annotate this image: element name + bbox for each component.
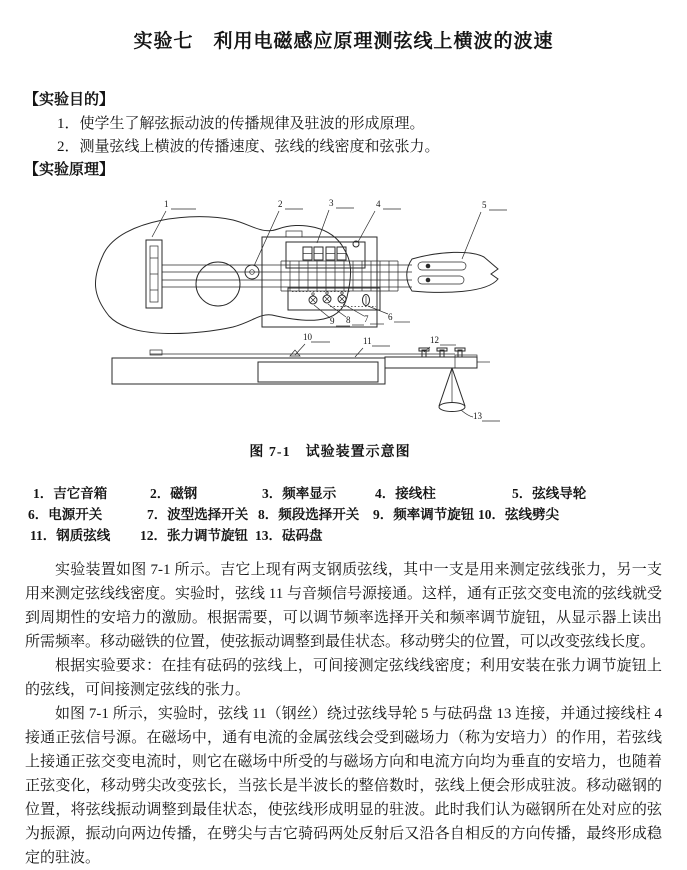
- frequency-knob: [309, 293, 317, 304]
- tuning-pegs: [419, 348, 465, 357]
- weight-cone: [439, 368, 465, 412]
- frets: [281, 261, 398, 291]
- legend-item: 8．频段选择开关: [258, 507, 360, 522]
- callout-7-label: 7: [364, 314, 369, 324]
- paragraph: 如图 7-1 所示，实验时，弦线 11（钢丝）绕过弦线导轮 5 与砝码盘 13 连接，并通过接线柱 4 接通正弦信号源。在磁场中，通有电流的金属弦线会受到磁场力（称为安培力）的作用，若弦线上接通正弦交变电流时，则它在磁场中所受的与磁场方向和电流方向均为垂直的安培力，也随着正弦变化，移动劈尖改变弦长，当弦长是半波长的整倍数时，弦线上便会形成驻波。移动磁钢的位置，将弦线振动调整到最佳状态，使弦线形成明显的驻波。此时我们认为磁钢所在处对应的弦为振源，振动向两边传播，在劈尖与吉它骑码两处反射后又沿各自相反的方向传播，最终形成稳定的驻波。: [25, 706, 662, 866]
- legend-item: 5．弦线导轮: [512, 486, 587, 501]
- figure-caption: 图 7-1 试验装置示意图: [249, 445, 411, 460]
- callout-12-label: 12: [430, 335, 439, 345]
- band-knob: [323, 292, 331, 303]
- legend-item: 9．频率调节旋钮: [373, 507, 475, 522]
- sound-hole: [196, 262, 240, 306]
- legend-item: 1．吉它音箱: [33, 486, 108, 501]
- legend-item: 6．电源开关: [28, 507, 103, 522]
- legend-item: 3．频率显示: [262, 486, 337, 501]
- paragraph: 实验装置如图 7-1 所示。吉它上现有两支钢质弦线，其中一支是用来测定弦线张力，另一支用来测定弦线线密度。实验时，弦线 11 与音频信号源接通。这样，通有正弦交变电流的弦线就受到周期性的安培力的激励。根据需要，可以调节频率选择开关和频率调节旋钮，从显示器上读出所需频率。移动磁铁的位置，使弦振动调整到最佳状态。移动劈尖的位置，可以改变弦线长度。: [25, 562, 662, 650]
- side-view-body: [112, 350, 455, 384]
- callout-13-label: 13: [473, 411, 482, 421]
- control-box: [262, 231, 377, 327]
- page-title: 实验七 利用电磁感应原理测弦线上横波的波速: [133, 31, 554, 52]
- power-switch: [363, 295, 370, 306]
- callout-8-label: 8: [346, 315, 351, 325]
- bridge: [146, 240, 162, 308]
- legend-item: 10．弦线劈尖: [478, 507, 559, 522]
- callout-6-label: 6: [388, 312, 393, 322]
- callout-3-label: 3: [329, 198, 334, 208]
- callout-1-label: 1: [164, 199, 169, 209]
- callout-11-label: 11: [363, 336, 372, 346]
- callout-2-label: 2: [278, 199, 283, 209]
- legend-item: 13．砝码盘: [255, 528, 323, 543]
- legend-item: 7．波型选择开关: [147, 507, 249, 522]
- paragraph: 根据实验要求：在挂有砝码的弦线上，可间接测定弦线线密度；利用安装在张力调节旋钮上的弦线，可间接测定弦线的张力。: [25, 658, 662, 698]
- waveform-knob: [338, 292, 346, 303]
- callout-10-label: 10: [303, 332, 312, 342]
- purpose-item-2: 2．测量弦线上横波的传播速度、弦线的线密度和弦张力。: [57, 139, 440, 155]
- tuning-slots: [418, 262, 466, 284]
- neck-bar: [385, 355, 490, 368]
- callout-4-label: 4: [376, 199, 381, 209]
- legend-item: 4．接线柱: [375, 486, 436, 501]
- figure-legend: [0, 482, 687, 546]
- headstock: [407, 252, 498, 292]
- callout-5-label: 5: [482, 200, 487, 210]
- callout-9-label: 9: [330, 316, 335, 326]
- display-digits: [303, 247, 346, 260]
- section-purpose-header: 【实验目的】: [24, 92, 115, 108]
- legend-item: 12．张力调节旋钮: [140, 528, 248, 543]
- legend-item: 2．磁钢: [150, 486, 198, 501]
- guitar-body-outline: [95, 217, 350, 334]
- purpose-item-1: 1．使学生了解弦振动波的传播规律及驻波的形成原理。: [57, 116, 425, 132]
- principle-body: [25, 558, 662, 870]
- section-principle-header: 【实验原理】: [24, 162, 115, 178]
- legend-item: 11．钢质弦线: [30, 528, 111, 543]
- apparatus-figure: [0, 185, 687, 440]
- callout-leader-lines: [152, 208, 507, 326]
